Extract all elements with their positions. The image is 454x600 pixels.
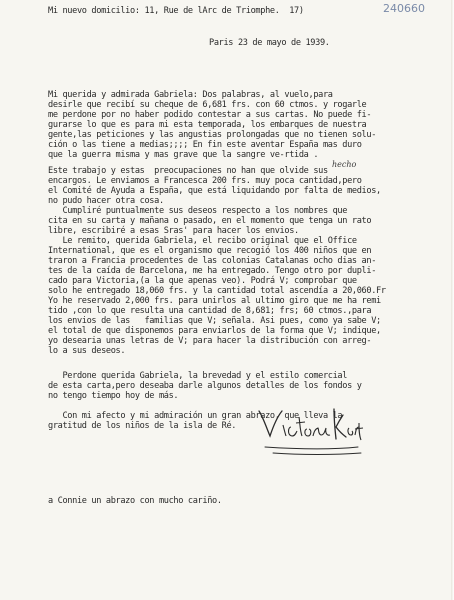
letterhead-address: Mi nuevo domicilio: 11, Rue de lArc de Triomphe. 17)	[48, 6, 304, 16]
handwritten-insertion: hecho	[332, 160, 357, 169]
paragraph-greeting: Mi querida y admirada Gabriela: Dos palabras, al vuelo,para desirle que recibí su cheque de 6,681 frs. con 60 ctmos. y rogarle me perdone por no haber podido contestar a sus cartas. No puede fi- gurarse lo que es para mi esta temporada, los embarques de nuestra gente,las peticiones y las angustias prolongadas que no tienen solu- ción o las tiene a medias;;;; En fin este aventar España mas duro que la guerra misma y mas grave que la sangre ve-rtida .	[48, 90, 377, 160]
paragraph-main: Este trabajo y estas preocupaciones no han que olvide sus encargos. Le enviamos a Francesca 200 frs. muy poca cantidad,pero el Comité de Ayuda a España, que está liquidando por falta de medios, no pudo hacer otra cosa. Cumpliré puntualmente sus deseos respecto a los nombres que cita en su carta y mañana o pasado, en el momento que tenga un rato libre, escribiré a esas Sras' para hacer los envios. Le remito, querida Gabriela, el recibo original que el Office International, que es el organismo que recogió los 400 niños que en traron a Francia procedentes de las colonias Catalanas ocho dias an- tes de la caída de Barcelona, me ha entregado. Tengo otro por dupli- cado para Victoria,(a la que apenas veo). Podrá V; comprobar que solo he entregado 18,060 frs. y la cantidad total ascendía a 20,060.Fr Yo he reservado 2,000 frs. para unirlos al ultimo giro que me ha remi tido ,con lo que resulta una cantidad de 8,681; frs; 60 ctmos.,para los envios de las familias que V; señala. Asi pues, como ya sabe V; el total de que disponemos para enviarlos de la forma que V; indique, yo desearia unas letras de V; para hacer la distribución con arreg- lo a sus deseos.	[48, 166, 386, 356]
postscript-line: a Connie un abrazo con mucho cariño.	[48, 496, 222, 506]
letter-date: Paris 23 de mayo de 1939.	[209, 38, 330, 48]
handwritten-signature	[255, 403, 365, 457]
paragraph-closing: Perdone querida Gabriela, la brevedad y el estilo comercial de esta carta,pero deseaba darle algunos detalles de los fondos y no tengo tiempo hoy de más. Con mi afecto y mi admiración un gran abrazo, que lleva la gratitud de los niños de la isla de Ré.	[48, 371, 362, 431]
archive-folio-number: 240660	[383, 2, 425, 15]
